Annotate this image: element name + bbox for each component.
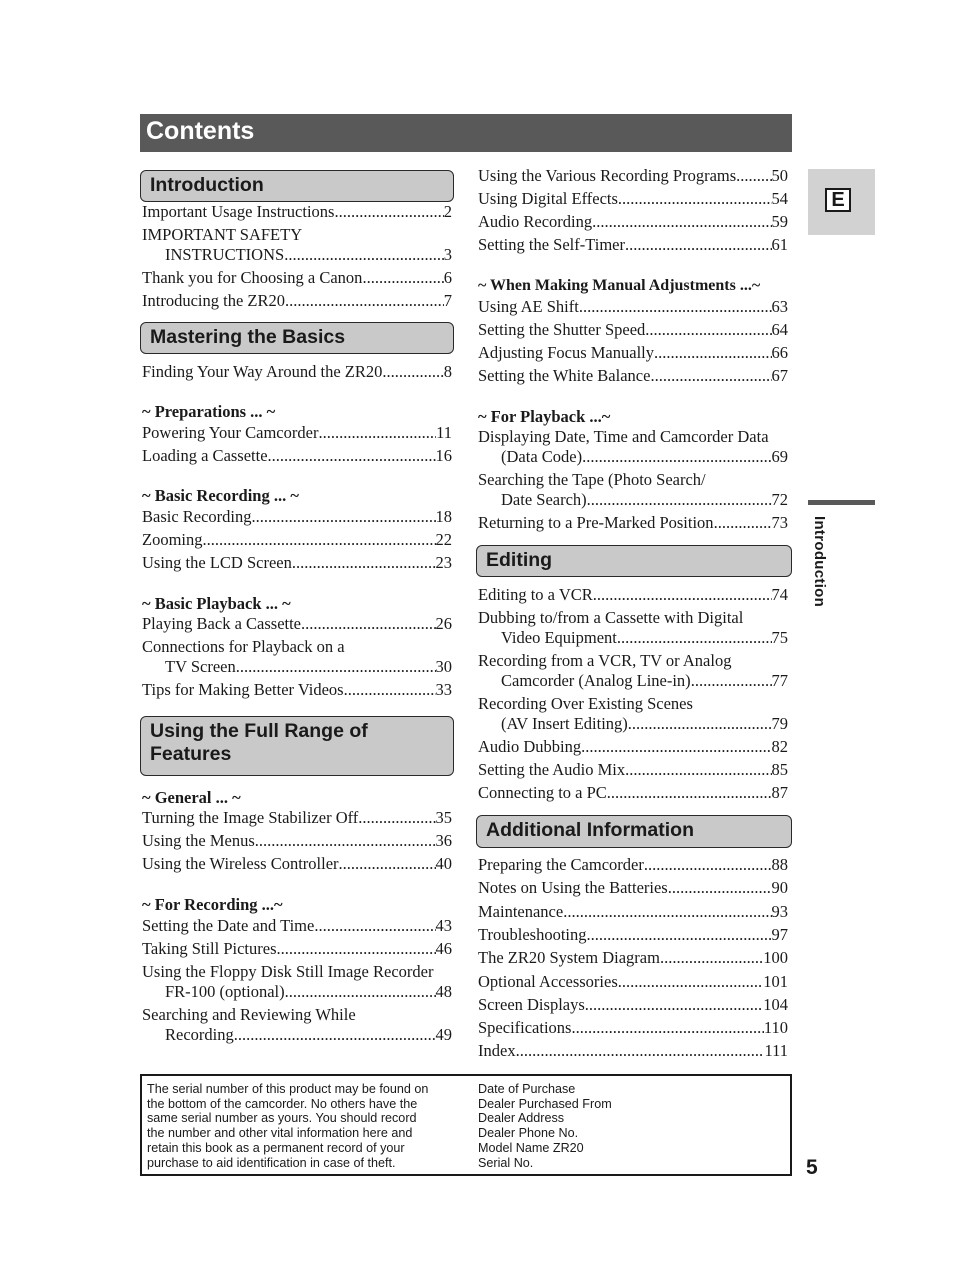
record-field-label: Dealer Purchased From xyxy=(478,1096,612,1111)
toc-entry[interactable] xyxy=(478,1018,788,1038)
toc-entry[interactable] xyxy=(142,362,452,382)
toc-entry-line xyxy=(142,530,452,550)
toc-entry-title: Using Digital Effects xyxy=(478,189,618,208)
page-title: Contents xyxy=(146,117,255,145)
dot-leader xyxy=(660,948,763,968)
toc-entry[interactable] xyxy=(142,530,452,550)
toc-entry-title-line: Searching and Reviewing While xyxy=(142,1005,356,1024)
purchase-record-fields xyxy=(478,1082,778,1170)
toc-entry[interactable] xyxy=(478,608,788,648)
toc-page-number: 72 xyxy=(771,490,788,509)
toc-entry-title: Using the Menus xyxy=(142,831,255,850)
toc-entry[interactable] xyxy=(478,925,788,945)
toc-page-number: 64 xyxy=(771,320,788,339)
toc-entry[interactable] xyxy=(478,737,788,757)
toc-page-number: 35 xyxy=(435,808,452,827)
toc-entry-title: TV Screen xyxy=(165,657,236,676)
toc-page-number: 111 xyxy=(764,1041,788,1061)
page-number: 5 xyxy=(806,1156,818,1179)
toc-entry[interactable] xyxy=(478,995,788,1015)
toc-entry-title: Loading a Cassette xyxy=(142,446,268,465)
toc-page-number: 69 xyxy=(771,447,788,466)
toc-entry-line xyxy=(478,628,788,648)
toc-entry-line xyxy=(142,916,452,936)
dot-leader xyxy=(344,680,436,700)
toc-page-number: 43 xyxy=(435,916,452,935)
toc-entry-line xyxy=(478,585,788,605)
section-side-label: Introduction xyxy=(811,516,828,608)
toc-entry-title: Audio Recording xyxy=(478,212,593,231)
record-field-label: Date of Purchase xyxy=(478,1082,576,1096)
toc-entry-line xyxy=(478,714,788,734)
toc-entry[interactable] xyxy=(142,423,452,443)
toc-entry-title: Video Equipment xyxy=(501,628,617,647)
toc-entry[interactable] xyxy=(142,553,452,573)
dot-leader xyxy=(362,268,443,288)
toc-entry-title: Adjusting Focus Manually xyxy=(478,343,654,362)
toc-entry-title: Camcorder (Analog Line-in) xyxy=(501,671,691,690)
toc-page-number: 3 xyxy=(443,245,452,264)
toc-page-number: 11 xyxy=(436,423,452,442)
section-heading-additional-information[interactable]: Additional Information xyxy=(476,815,792,848)
toc-page-number: 61 xyxy=(771,235,788,254)
toc-entry-line xyxy=(478,783,788,803)
toc-page-number: 87 xyxy=(771,783,788,802)
toc-entry-line xyxy=(478,925,788,945)
toc-page-number: 82 xyxy=(771,737,788,756)
toc-entry[interactable] xyxy=(478,651,788,691)
toc-entry-title: Tips for Making Better Videos xyxy=(142,680,344,699)
toc-page-number: 90 xyxy=(771,878,788,898)
toc-entry-line xyxy=(478,320,788,340)
toc-page-number: 66 xyxy=(771,343,788,362)
toc-entry-title: Thank you for Choosing a Canon xyxy=(142,268,363,287)
dot-leader xyxy=(691,671,772,691)
dot-leader xyxy=(571,1018,763,1038)
dot-leader xyxy=(587,925,772,945)
subheading-manual-adjustments: ~ When Making Manual Adjustments ...~ xyxy=(478,277,761,294)
toc-entry[interactable] xyxy=(142,637,452,677)
toc-entry[interactable] xyxy=(142,268,452,288)
toc-entry-line xyxy=(478,212,788,232)
toc-page-number: 110 xyxy=(763,1018,788,1038)
toc-entry-line xyxy=(478,902,788,922)
toc-entry-line xyxy=(142,362,452,382)
toc-entry-title: Preparing the Camcorder xyxy=(478,855,644,874)
toc-page-number: 79 xyxy=(771,714,788,733)
toc-entry-title: Date Search) xyxy=(501,490,587,509)
toc-entry[interactable] xyxy=(142,614,452,634)
toc-page-number: 30 xyxy=(435,657,452,676)
toc-entry-line xyxy=(142,831,452,851)
toc-entry-title: (AV Insert Editing) xyxy=(501,714,628,733)
toc-entry-title: Setting the Self-Timer xyxy=(478,235,625,254)
serial-number-notice-box xyxy=(140,1074,792,1176)
toc-entry-line xyxy=(478,737,788,757)
toc-page-number: 101 xyxy=(763,971,788,991)
toc-entry-title: Using the Wireless Controller xyxy=(142,854,339,873)
toc-page-number: 18 xyxy=(435,507,452,526)
dot-leader xyxy=(292,553,436,573)
section-marker-bar xyxy=(808,500,875,505)
toc-entry-title: Audio Dubbing xyxy=(478,737,582,756)
toc-entry-title: Optional Accessories xyxy=(478,971,618,991)
toc-page-number: 63 xyxy=(771,297,788,316)
toc-entry-title: Playing Back a Cassette xyxy=(142,614,302,633)
dot-leader xyxy=(284,245,444,265)
toc-entry[interactable] xyxy=(142,507,452,527)
dot-leader xyxy=(625,760,771,780)
toc-page-number: 49 xyxy=(435,1025,452,1044)
toc-entry[interactable] xyxy=(478,513,788,533)
toc-entry-title: INSTRUCTIONS xyxy=(165,245,285,264)
toc-entry-line xyxy=(142,854,452,874)
toc-page-number: 23 xyxy=(435,553,452,572)
toc-entry-line xyxy=(142,1025,452,1045)
toc-page-number: 77 xyxy=(771,671,788,690)
toc-page-number: 75 xyxy=(771,628,788,647)
toc-page-number: 73 xyxy=(771,513,788,532)
record-field-label: Dealer Address xyxy=(478,1111,565,1126)
toc-entry[interactable] xyxy=(142,1005,452,1045)
toc-entry-line xyxy=(142,423,452,443)
toc-entry-title: Using AE Shift xyxy=(478,297,579,316)
toc-entry-line xyxy=(478,671,788,691)
toc-entry-title: Specifications xyxy=(478,1018,572,1038)
toc-entry-line xyxy=(142,657,452,677)
toc-entry[interactable] xyxy=(478,783,788,803)
toc-entry-title: Index xyxy=(478,1041,516,1061)
toc-entry[interactable] xyxy=(478,855,788,875)
toc-entry-title: The ZR20 System Diagram xyxy=(478,948,660,968)
toc-entry[interactable] xyxy=(478,948,788,968)
toc-entry[interactable] xyxy=(478,235,788,255)
toc-entry[interactable] xyxy=(478,297,788,317)
toc-entry[interactable] xyxy=(142,202,452,222)
toc-entry[interactable] xyxy=(478,760,788,780)
dot-leader xyxy=(628,714,772,734)
toc-entry[interactable] xyxy=(478,902,788,922)
toc-entry[interactable] xyxy=(142,854,452,874)
subheading-for-recording: ~ For Recording ...~ xyxy=(142,895,283,914)
toc-page-number: 88 xyxy=(771,855,788,874)
language-tab-label: E xyxy=(825,188,851,212)
toc-entry[interactable] xyxy=(478,1041,788,1061)
toc-entry-title: Setting the White Balance xyxy=(478,366,651,385)
toc-entry-line xyxy=(142,245,452,265)
notice-line: the number and other vital information here and xyxy=(147,1126,413,1141)
toc-entry[interactable] xyxy=(142,916,452,936)
toc-entry-title: Setting the Date and Time xyxy=(142,916,315,935)
toc-entry-title: Returning to a Pre-Marked Position xyxy=(478,513,714,532)
dot-leader xyxy=(607,783,772,803)
dot-leader xyxy=(268,446,436,466)
toc-entry-line xyxy=(478,972,788,992)
toc-entry-title-line: Recording from a VCR, TV or Analog xyxy=(478,651,732,670)
toc-entry-title: Turning the Image Stabilizer Off xyxy=(142,808,359,827)
toc-entry-line xyxy=(478,235,788,255)
toc-entry-line xyxy=(142,553,452,573)
toc-entry-line xyxy=(478,166,788,186)
section-heading-using-the-full-range[interactable] xyxy=(140,716,454,776)
dot-leader xyxy=(318,423,436,443)
toc-entry-line xyxy=(142,268,452,288)
dot-leader xyxy=(301,614,435,634)
toc-page-number: 6 xyxy=(443,268,452,287)
toc-page-number: 59 xyxy=(771,212,788,231)
toc-entry-title-line: Dubbing to/from a Cassette with Digital xyxy=(478,608,744,627)
toc-entry-line xyxy=(142,680,452,700)
toc-entry-line xyxy=(478,343,788,363)
toc-entry[interactable] xyxy=(142,291,452,311)
toc-page-number: 26 xyxy=(435,614,452,633)
toc-entry-line xyxy=(142,291,452,311)
toc-entry-title-line: IMPORTANT SAFETY xyxy=(142,225,303,244)
toc-entry-line xyxy=(478,513,788,533)
notice-line: same serial number as yours. You should record xyxy=(147,1111,417,1126)
toc-entry-line xyxy=(142,939,452,959)
dot-leader xyxy=(668,878,772,898)
toc-entry[interactable] xyxy=(478,166,788,186)
toc-entry-title-line: Displaying Date, Time and Camcorder Data xyxy=(478,427,769,446)
toc-entry-title: Basic Recording xyxy=(142,507,252,526)
toc-entry-title: Editing to a VCR xyxy=(478,585,593,604)
contents-title-bar xyxy=(140,114,792,152)
dot-leader xyxy=(625,235,772,255)
toc-page-number: 40 xyxy=(435,854,452,873)
toc-entry-title: Finding Your Way Around the ZR20 xyxy=(142,362,383,381)
toc-entry[interactable] xyxy=(478,878,788,898)
dot-leader xyxy=(617,628,772,648)
subheading-for-playback: ~ For Playback ...~ xyxy=(478,407,611,426)
toc-page-number: 7 xyxy=(443,291,452,310)
toc-entry[interactable] xyxy=(478,585,788,605)
toc-page-number: 97 xyxy=(771,924,788,944)
toc-page-number: 54 xyxy=(771,189,788,208)
dot-leader xyxy=(234,1025,436,1045)
toc-entry-title: Connecting to a PC xyxy=(478,783,607,802)
toc-entry-title: Recording xyxy=(165,1025,234,1044)
dot-leader xyxy=(585,995,763,1015)
section-heading-introduction[interactable]: Introduction xyxy=(140,170,454,202)
dot-leader xyxy=(714,513,772,533)
dot-leader xyxy=(252,507,436,527)
dot-leader xyxy=(382,362,443,382)
toc-entry[interactable] xyxy=(478,694,788,734)
dot-leader xyxy=(516,1041,765,1061)
record-field-label: Model Name ZR20 xyxy=(478,1140,584,1155)
toc-page-number: 74 xyxy=(771,585,788,604)
toc-entry-title: FR-100 (optional) xyxy=(165,982,285,1001)
toc-entry-line xyxy=(478,948,788,968)
toc-entry-title: Zooming xyxy=(142,530,203,549)
toc-entry-line xyxy=(478,760,788,780)
dot-leader xyxy=(593,585,772,605)
toc-entry[interactable] xyxy=(142,225,452,265)
notice-line: the bottom of the camcorder. No others have the xyxy=(147,1096,418,1111)
toc-entry-line xyxy=(478,995,788,1015)
toc-entry[interactable] xyxy=(478,189,788,209)
notice-line: purchase to aid identification in case of theft. xyxy=(147,1155,396,1170)
toc-entry-line xyxy=(478,297,788,317)
dot-leader xyxy=(285,982,436,1002)
toc-page-number: 33 xyxy=(435,680,452,699)
notice-line: retain this book as a permanent record of your xyxy=(147,1140,405,1155)
subheading-basic-recording: ~ Basic Recording ... ~ xyxy=(142,486,299,505)
dot-leader xyxy=(650,366,771,386)
dot-leader xyxy=(285,291,444,311)
dot-leader xyxy=(654,343,772,363)
toc-entry[interactable] xyxy=(478,212,788,232)
record-field-label: Serial No. xyxy=(478,1155,534,1170)
toc-entry-line xyxy=(142,808,452,828)
toc-page-number: 85 xyxy=(771,760,788,779)
toc-entry[interactable] xyxy=(478,320,788,340)
serial-number-notice xyxy=(147,1082,465,1170)
toc-page-number: 16 xyxy=(435,446,452,465)
toc-entry[interactable] xyxy=(478,470,788,510)
toc-entry-line xyxy=(478,855,788,875)
toc-page-number: 67 xyxy=(771,366,788,385)
dot-leader xyxy=(339,854,436,874)
dot-leader xyxy=(203,530,436,550)
toc-entry-title: Introducing the ZR20 xyxy=(142,291,285,310)
toc-page-number: 48 xyxy=(435,982,452,1001)
toc-page-number: 93 xyxy=(771,901,788,921)
toc-entry-title: Troubleshooting xyxy=(478,924,587,944)
toc-entry[interactable] xyxy=(478,343,788,363)
toc-page-number: 22 xyxy=(435,530,452,549)
dot-leader xyxy=(587,490,772,510)
toc-entry-title: Setting the Audio Mix xyxy=(478,760,626,779)
dot-leader xyxy=(582,447,771,467)
dot-leader xyxy=(644,855,772,875)
toc-entry-title: Using the Various Recording Programs xyxy=(478,166,737,185)
toc-entry-title: Taking Still Pictures xyxy=(142,939,277,958)
dot-leader xyxy=(255,831,436,851)
toc-page-number: 104 xyxy=(763,994,788,1014)
toc-entry-title-line: Searching the Tape (Photo Search/ xyxy=(478,470,706,489)
toc-entry[interactable] xyxy=(142,939,452,959)
dot-leader xyxy=(236,657,436,677)
subheading-preparations: ~ Preparations ... ~ xyxy=(142,402,276,421)
toc-entry-title: Setting the Shutter Speed xyxy=(478,320,646,339)
toc-entry-title-line: Recording Over Existing Scenes xyxy=(478,694,693,713)
toc-entry[interactable] xyxy=(142,446,452,466)
toc-entry-title: Important Usage Instructions xyxy=(142,202,335,221)
dot-leader xyxy=(358,808,435,828)
notice-line: The serial number of this product may be found on xyxy=(147,1082,429,1096)
toc-entry-title-line: Connections for Playback on a xyxy=(142,637,345,656)
toc-entry[interactable] xyxy=(478,366,788,386)
toc-entry-title: Powering Your Camcorder xyxy=(142,423,319,442)
section-heading-line: Using the Full Range of xyxy=(150,720,368,742)
toc-entry[interactable] xyxy=(142,808,452,828)
toc-page-number: 36 xyxy=(435,831,452,850)
toc-entry-line xyxy=(142,202,452,222)
dot-leader xyxy=(618,189,772,209)
toc-entry-line xyxy=(142,507,452,527)
toc-page-number: 46 xyxy=(435,939,452,958)
toc-entry-line xyxy=(142,982,452,1002)
toc-entry-title: (Data Code) xyxy=(501,447,583,466)
toc-entry-title: Using the LCD Screen xyxy=(142,553,292,572)
toc-entry[interactable] xyxy=(142,831,452,851)
toc-entry-line xyxy=(478,366,788,386)
toc-entry[interactable] xyxy=(478,427,788,467)
toc-entry[interactable] xyxy=(478,972,788,992)
toc-entry-title: Screen Displays xyxy=(478,994,585,1014)
toc-page-number: 50 xyxy=(771,166,788,185)
dot-leader xyxy=(334,202,443,222)
dot-leader xyxy=(618,972,763,992)
toc-entry-line xyxy=(478,1018,788,1038)
section-heading-line: Features xyxy=(150,743,232,765)
toc-entry-title: Maintenance xyxy=(478,901,564,921)
dot-leader xyxy=(579,297,772,317)
toc-entry-line xyxy=(478,189,788,209)
subheading-general: ~ General ... ~ xyxy=(142,788,241,807)
toc-entry-line xyxy=(142,446,452,466)
dot-leader xyxy=(645,320,771,340)
toc-page-number: 2 xyxy=(443,202,452,221)
toc-entry[interactable] xyxy=(142,680,452,700)
toc-entry-line xyxy=(478,447,788,467)
toc-entry-line xyxy=(142,614,452,634)
toc-entry[interactable] xyxy=(142,962,452,1002)
language-tab xyxy=(808,169,875,235)
toc-entry-title: Notes on Using the Batteries xyxy=(478,878,668,898)
toc-entry-title-line: Using the Floppy Disk Still Image Recorder xyxy=(142,962,434,981)
dot-leader xyxy=(736,166,771,186)
dot-leader xyxy=(563,902,771,922)
dot-leader xyxy=(581,737,771,757)
dot-leader xyxy=(314,916,435,936)
record-field-label: Dealer Phone No. xyxy=(478,1126,579,1141)
toc-page-number: 100 xyxy=(763,948,788,968)
subheading-basic-playback: ~ Basic Playback ... ~ xyxy=(142,594,291,613)
toc-entry-line xyxy=(478,490,788,510)
section-heading-editing[interactable]: Editing xyxy=(476,545,792,577)
toc-page-number: 8 xyxy=(443,362,452,381)
section-heading-mastering-the-basics[interactable]: Mastering the Basics xyxy=(140,322,454,354)
toc-entry-line xyxy=(478,878,788,898)
dot-leader xyxy=(277,939,436,959)
dot-leader xyxy=(592,212,771,232)
toc-entry-line xyxy=(478,1041,788,1061)
